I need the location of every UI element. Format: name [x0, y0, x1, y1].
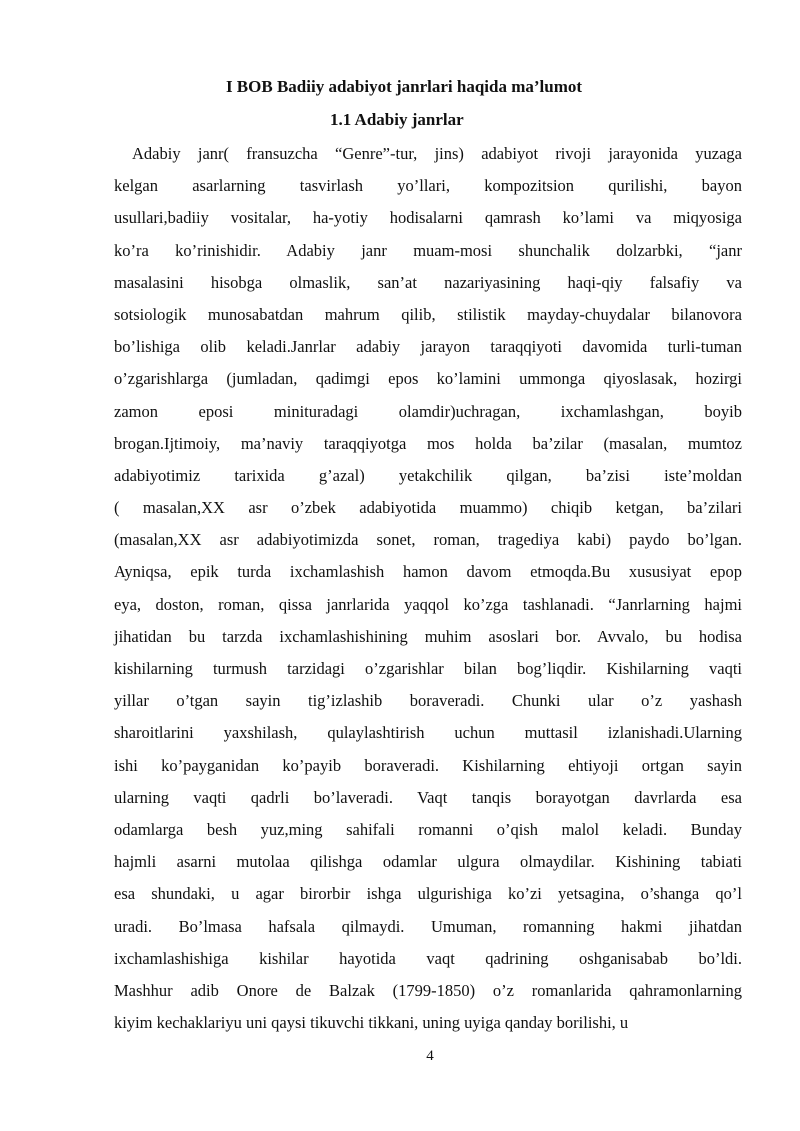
- text-line: jihatidan bu tarzda ixchamlashishining muhim asoslari bor. Avvalo, bu hodisa: [114, 626, 742, 646]
- body-paragraph: [114, 140, 742, 1041]
- text-line: hajmli asarni mutolaa qilishga odamlar ulgura olmaydilar. Kishining tabiati: [114, 852, 742, 872]
- text-line: yillar o’tgan sayin tig’izlashib boraveradi. Chunki ular o’z yashash: [114, 691, 742, 711]
- text-line: ko’ra ko’rinishidir. Adabiy janr muam-mosi shunchalik dolzarbki, “janr: [114, 240, 742, 260]
- page-number: 4: [426, 1048, 434, 1064]
- text-line: usullari,badiiy vositalar, ha-yotiy hodisalarni qamrash ko’lami va miqyosiga: [114, 208, 742, 228]
- text-line: o’zgarishlarga (jumladan, qadimgi epos ko’lamini ummonga qiyoslasak, hozirgi: [114, 369, 742, 389]
- text-line: Adabiy janr( fransuzcha “Genre”-tur, jins) adabiyot rivoji jarayonida yuzaga: [132, 144, 742, 163]
- text-line: ularning vaqti qadrli bo’laveradi. Vaqt tanqis borayotgan davrlarda esa: [114, 787, 742, 807]
- text-line: sharoitlarini yaxshilash, qulaylashtirish uchun muttasil izlanishadi.Ularning: [114, 723, 742, 743]
- text-line: kelgan asarlarning tasvirlash yo’llari, kompozitsion qurilishi, bayon: [114, 176, 742, 196]
- text-line: ( masalan,XX asr o’zbek adabiyotida muammo) chiqib ketgan, ba’zilari: [114, 498, 742, 518]
- text-line: zamon eposi minituradagi olamdir)uchragan, ixchamlashgan, boyib: [114, 401, 742, 421]
- text-line: kiyim kechaklariyu uni qaysi tikuvchi tikkani, uning uyiga qanday borilishi, u: [114, 1013, 629, 1033]
- text-line: Mashhur adib Onore de Balzak (1799-1850) o’z romanlarida qahramonlarning: [114, 980, 742, 1000]
- text-line: esa shundaki, u agar birorbir ishga ulgurishiga ko’zi yetsagina, o’shanga qo’l: [114, 884, 742, 904]
- text-line: adabiyotimiz tarixida g’azal) yetakchilik qilgan, ba’zisi iste’moldan: [114, 465, 742, 485]
- text-line: odamlarga besh yuz,ming sahifali romanni o’qish malol keladi. Bunday: [114, 819, 742, 839]
- chapter-title: I BOB Badiiy adabiyot janrlari haqida ma’lumot: [225, 77, 583, 96]
- text-line: ishi ko’payganidan ko’payib boraveradi. Kishilarning ehtiyoji ortgan sayin: [114, 755, 742, 775]
- text-line: masalasini hisobga olmaslik, san’at nazariyasining haqi-qiy falsafiy va: [114, 272, 742, 292]
- text-line: uradi. Bo’lmasa hafsala qilmaydi. Umuman, romanning hakmi jihatdan: [114, 916, 742, 936]
- text-line: kishilarning turmush tarzidagi o’zgarishlar bilan bog’liqdir. Kishilarning vaqti: [114, 659, 742, 678]
- text-line: Ayniqsa, epik turda ixchamlashish hamon davom etmoqda.Bu xususiyat epop: [114, 562, 742, 582]
- text-line: brogan.Ijtimoiy, ma’naviy taraqqiyotga mos holda ba’zilar (masalan, mumtoz: [114, 433, 742, 453]
- text-line: sotsiologik munosabatdan mahrum qilib, stilistik mayday-chuydalar bilanovora: [114, 304, 742, 324]
- text-line: (masalan,XX asr adabiyotimizda sonet, roman, tragediya kabi) paydo bo’lgan.: [114, 530, 742, 550]
- section-title: 1.1 Adabiy janrlar: [330, 110, 464, 129]
- text-line: bo’lishiga olib keladi.Janrlar adabiy jarayon taraqqiyoti davomida turli-tuman: [114, 337, 742, 357]
- text-line: eya, doston, roman, qissa janrlarida yaqqol ko’zga tashlanadi. “Janrlarning hajmi: [114, 594, 742, 614]
- text-line: ixchamlashishiga kishilar hayotida vaqt qadrining oshganisabab bo’ldi.: [114, 948, 742, 968]
